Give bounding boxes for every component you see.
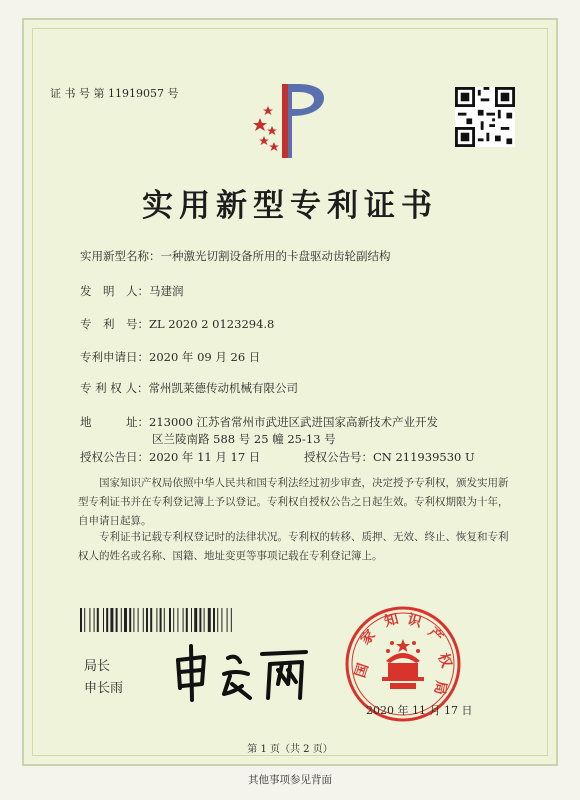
- field-value: ZL 2020 2 0123294.8: [149, 317, 275, 331]
- svg-text:家: 家: [357, 627, 379, 649]
- barcode-icon: [80, 608, 310, 632]
- certificate-title: 实用新型专利证书: [142, 188, 438, 224]
- svg-text:权: 权: [434, 651, 455, 670]
- field-address: [80, 414, 438, 448]
- cnipa-logo-icon: [242, 78, 332, 160]
- director-title: 局长: [84, 659, 111, 674]
- field-application-date: [80, 349, 260, 366]
- svg-text:产: 产: [424, 624, 446, 646]
- field-patent-number: [80, 316, 274, 333]
- field-value: 2020 年 11 月 17 日: [149, 450, 261, 464]
- page-number: 第 1 页（共 2 页）: [247, 744, 333, 755]
- field-inventor: [80, 283, 184, 300]
- seal-date: 2020 年 11 月 17 日: [366, 704, 473, 717]
- statement-paragraph: 国家知识产权局依照中华人民共和国专利法经过初步审查，决定授予专利权，颁发实用新型专利证书并在专利登记簿上予以登记。专利权自授权公告之日起生效。专利权期限为十年，自申请日起算。: [78, 477, 509, 527]
- field-label: 专 利 权 人：: [80, 381, 149, 395]
- field-value: 2020 年 09 月 26 日: [149, 350, 261, 364]
- field-label: 发 明 人：: [80, 284, 149, 298]
- field-value-line2: 区兰陵南路 588 号 25 幢 25-13 号: [152, 432, 336, 446]
- field-label: 地 址：: [80, 415, 149, 429]
- field-utility-model-name: [80, 248, 391, 265]
- svg-text:知: 知: [382, 611, 401, 631]
- back-note: 其他事项参见背面: [248, 774, 332, 786]
- svg-text:国: 国: [352, 661, 372, 680]
- qr-code-icon: [455, 87, 515, 147]
- field-patentee: [80, 380, 298, 397]
- field-label: 授权公告日：: [80, 450, 149, 464]
- field-value: CN 211939530 U: [372, 450, 475, 464]
- field-value: 马建润: [149, 284, 184, 298]
- field-value: 常州凯莱德传动机械有限公司: [148, 381, 298, 395]
- field-label: 专利申请日：: [80, 350, 149, 364]
- field-value: 一种激光切割设备所用的卡盘驱动齿轮副结构: [160, 249, 391, 263]
- svg-text:识: 识: [405, 611, 424, 631]
- svg-text:局: 局: [430, 679, 449, 696]
- certificate-number: 证 书 号 第 11919057 号: [50, 87, 179, 100]
- statement-paragraph: 专利证书记载专利权登记时的法律状况。专利权的转移、质押、无效、终止、恢复和专利权人的姓名或名称、国籍、地址变更等事项记载在专利登记簿上。: [78, 531, 509, 562]
- field-value: 213000 江苏省常州市武进区武进国家高新技术产业开发: [149, 415, 439, 429]
- director-name: 申长雨: [84, 681, 124, 696]
- director-signature-icon: [170, 640, 310, 702]
- field-grant-date: [80, 449, 475, 466]
- field-label: 实用新型名称：: [80, 249, 161, 263]
- field-label: 专 利 号：: [80, 317, 149, 331]
- field-label: 授权公告号：: [303, 450, 373, 464]
